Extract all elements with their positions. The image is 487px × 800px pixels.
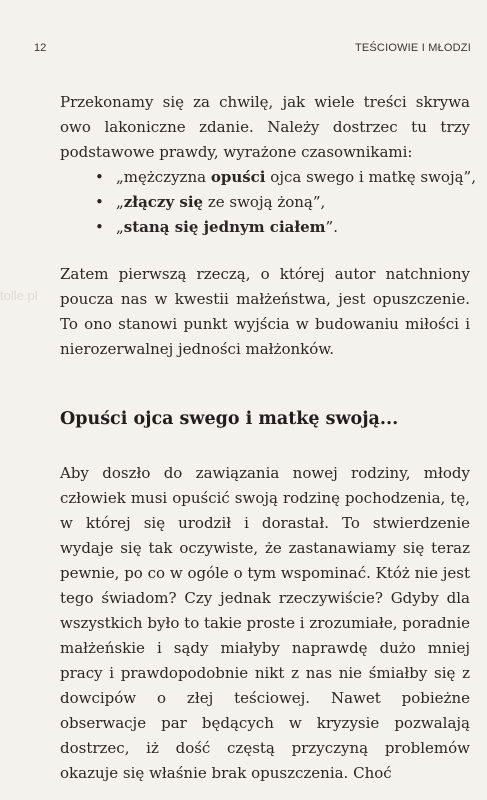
list-item-text-after: ojca swego i matkę swoją”, bbox=[265, 168, 476, 186]
section-heading: Opuści ojca swego i matkę swoją... bbox=[60, 409, 399, 429]
list-item-bold: opuści bbox=[210, 168, 266, 186]
list-item bbox=[95, 165, 476, 190]
verb-list bbox=[95, 165, 476, 240]
list-item-text-after: ze swoją żoną”, bbox=[203, 193, 326, 211]
body-paragraph: Aby doszło do zawiązania nowej rodziny, młody człowiek musi opuścić swoją rodzinę pochodzenia, tę, w której się urodził i dorastał. To stwierdzenie wydaje się tak oczywiste, że zastanawiamy się teraz pewnie, po co w ogóle o tym wspominać. Któż nie jest tego świadom? Czy jednak rzeczywiście? Gdyby dla wszystkich było to takie proste i zrozumiałe, poradnie małżeńskie i sądy miałyby naprawdę dużo mniej pracy i prawdopodobnie nikt z nas nie śmiałby się z dowcipów o złej teściowej. Nawet pobieżne obserwacje par będących w kryzysie pozwalają dostrzec, iż dość częstą przyczyną problemów okazuje się właśnie brak opuszczenia. Choć bbox=[60, 464, 470, 782]
intro-paragraph: Przekonamy się za chwilę, jak wiele treści skrywa owo lakoniczne zdanie. Należy dostrzec tu trzy podstawowe prawdy, wyrażone czasownikami: bbox=[60, 93, 470, 161]
watermark-text: tolle.pl bbox=[0, 288, 38, 303]
list-item-bold: staną się jednym ciałem bbox=[123, 218, 326, 236]
list-item bbox=[95, 215, 476, 240]
bullet-icon: • bbox=[95, 193, 104, 211]
bullet-icon: • bbox=[95, 168, 104, 186]
list-item-text-before: „ bbox=[116, 218, 124, 236]
body-paragraph: Zatem pierwszą rzeczą, o której autor natchniony poucza nas w kwestii małżeństwa, jest opuszczenie. To ono stanowi punkt wyjścia w budowaniu miłości i nierozerwalnej jedności małżonków. bbox=[60, 265, 470, 358]
list-item bbox=[95, 190, 476, 215]
list-item-bold: złączy się bbox=[123, 193, 204, 211]
list-item-text-after: ”. bbox=[325, 218, 338, 236]
running-title: TEŚCIOWIE I MŁODZI bbox=[354, 42, 471, 54]
list-item-text-before: „ bbox=[116, 193, 124, 211]
list-item-text-before: „mężczyzna bbox=[116, 168, 211, 186]
page-number: 12 bbox=[34, 42, 47, 54]
bullet-icon: • bbox=[95, 218, 104, 236]
